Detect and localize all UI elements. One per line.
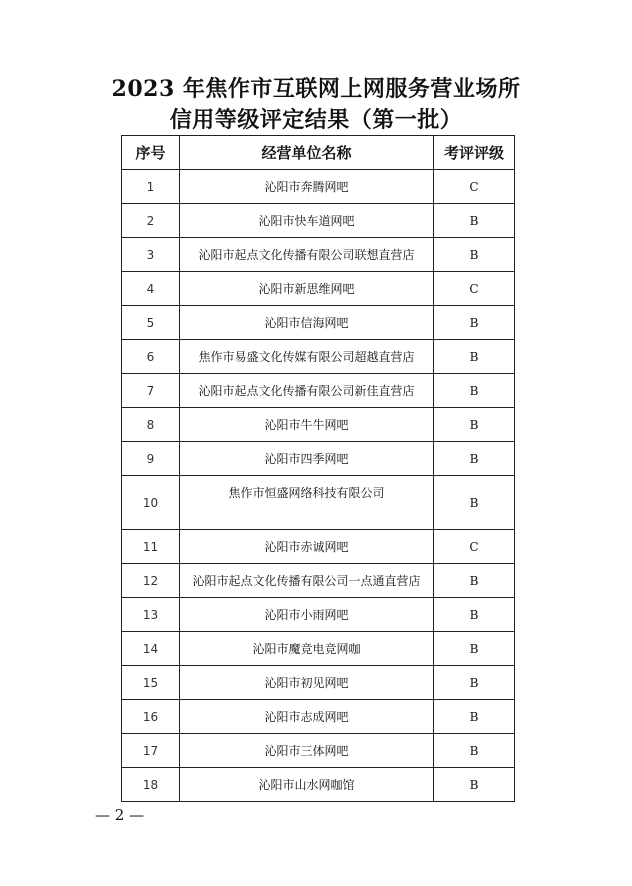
row-business-name: 沁阳市起点文化传播有限公司新佳直营店	[180, 374, 434, 408]
row-serial: 15	[122, 666, 180, 700]
row-business-name: 沁阳市快车道网吧	[180, 204, 434, 238]
table-row	[122, 374, 515, 408]
row-rating: B	[434, 598, 515, 632]
table-row	[122, 476, 515, 530]
row-business-name: 沁阳市小雨网吧	[180, 598, 434, 632]
row-business-name: 沁阳市起点文化传播有限公司联想直营店	[180, 238, 434, 272]
table-row	[122, 530, 515, 564]
table-row	[122, 734, 515, 768]
row-rating: B	[434, 666, 515, 700]
row-rating: B	[434, 340, 515, 374]
row-serial: 18	[122, 768, 180, 802]
header-rating: 考评评级	[434, 136, 515, 170]
row-rating: B	[434, 632, 515, 666]
table-row	[122, 442, 515, 476]
table-row	[122, 272, 515, 306]
row-serial: 2	[122, 204, 180, 238]
row-business-name: 沁阳市奔腾网吧	[180, 170, 434, 204]
table-row	[122, 306, 515, 340]
row-serial: 16	[122, 700, 180, 734]
row-serial: 13	[122, 598, 180, 632]
row-rating: B	[434, 442, 515, 476]
row-rating: B	[434, 374, 515, 408]
row-serial: 6	[122, 340, 180, 374]
row-business-name: 沁阳市赤诚网吧	[180, 530, 434, 564]
row-rating: B	[434, 306, 515, 340]
table-row	[122, 238, 515, 272]
table-row	[122, 564, 515, 598]
row-rating: B	[434, 700, 515, 734]
row-rating: B	[434, 734, 515, 768]
table-header-row	[122, 136, 515, 170]
row-serial: 7	[122, 374, 180, 408]
row-business-name: 沁阳市三体网吧	[180, 734, 434, 768]
table-row	[122, 632, 515, 666]
header-business-name: 经营单位名称	[180, 136, 434, 170]
table-row	[122, 700, 515, 734]
row-rating: C	[434, 272, 515, 306]
row-business-name: 沁阳市山水网咖馆	[180, 768, 434, 802]
row-business-name: 焦作市易盛文化传媒有限公司超越直营店	[180, 340, 434, 374]
document-title-line2: 信用等级评定结果（第一批）	[169, 107, 463, 133]
page-number: — 2 —	[95, 806, 145, 824]
table-row	[122, 598, 515, 632]
row-serial: 12	[122, 564, 180, 598]
row-serial: 9	[122, 442, 180, 476]
header-serial: 序号	[122, 136, 180, 170]
row-business-name: 沁阳市初见网吧	[180, 666, 434, 700]
row-serial: 17	[122, 734, 180, 768]
row-rating: B	[434, 476, 515, 530]
row-serial: 10	[122, 476, 180, 530]
row-rating: B	[434, 408, 515, 442]
row-serial: 4	[122, 272, 180, 306]
row-business-name: 沁阳市牛牛网吧	[180, 408, 434, 442]
table-row	[122, 170, 515, 204]
table-row	[122, 204, 515, 238]
table-row	[122, 408, 515, 442]
row-rating: B	[434, 768, 515, 802]
row-business-name: 沁阳市魔竞电竞网咖	[180, 632, 434, 666]
table-row	[122, 666, 515, 700]
row-serial: 14	[122, 632, 180, 666]
row-business-name: 焦作市恒盛网络科技有限公司	[180, 476, 434, 530]
row-rating: B	[434, 564, 515, 598]
row-business-name: 沁阳市四季网吧	[180, 442, 434, 476]
table-row	[122, 340, 515, 374]
row-business-name: 沁阳市新思维网吧	[180, 272, 434, 306]
row-serial: 1	[122, 170, 180, 204]
row-rating: B	[434, 238, 515, 272]
row-serial: 5	[122, 306, 180, 340]
row-business-name: 沁阳市信海网吧	[180, 306, 434, 340]
row-business-name: 沁阳市起点文化传播有限公司一点通直营店	[180, 564, 434, 598]
rating-table	[121, 135, 515, 802]
row-rating: C	[434, 530, 515, 564]
table-row	[122, 768, 515, 802]
row-serial: 8	[122, 408, 180, 442]
row-serial: 11	[122, 530, 180, 564]
row-rating: C	[434, 170, 515, 204]
row-serial: 3	[122, 238, 180, 272]
row-business-name: 沁阳市志成网吧	[180, 700, 434, 734]
document-title-line1: 2023 年焦作市互联网上网服务营业场所	[111, 76, 521, 102]
row-rating: B	[434, 204, 515, 238]
